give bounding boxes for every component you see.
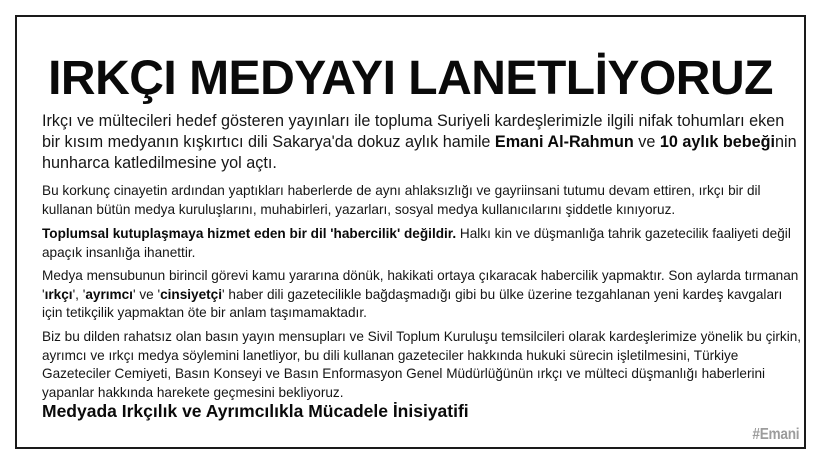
paragraph-text: Irkçı ve mültecileri hedef gösteren yayınları ile topluma Suriyeli kardeşlerimizle ilgili nifak tohumları eken bir kısım medyanın kışkırtıcı dili Sakarya'da dokuz aylık hamile <box>42 112 785 151</box>
statement-frame <box>15 15 806 449</box>
paragraph-text: nin hunharca katledilmesine yol açtı. <box>42 133 797 172</box>
paragraph-text: Medya mensubunun birincil görevi kamu yararına dönük, hakikati ortaya çıkaracak habercilik yapmaktır. Son aylarda tırmanan ' <box>42 268 799 302</box>
paragraph-text: Halkı kin ve düşmanlığa tahrik gazetecilik faaliyeti değil apaçık insanlığa ihanettir. <box>42 226 791 260</box>
headline: IRKÇI MEDYAYI LANETLİYORUZ <box>48 52 773 105</box>
paragraph-text: Biz bu dilden rahatsız olan basın yayın mensupları ve Sivil Toplum Kuruluşu temsilcileri olarak kardeşlerimize yönelik bu çirkin, ayrımcı ve ırkçı medya söylemini lanetliyor, bu dili kullanan gazeteciler hakkında hukuki sürecin işletilmesini, Türkiye Gazeteciler Cemiyeti, Basın Konseyi ve Basın Enformasyon Genel Müdürlüğünün ırkçı ve mülteci düşmanlığı haberlerini yapanlar hakkında harekete geçmesini bekliyoruz. <box>42 329 802 400</box>
paragraph-emphasis: Toplumsal kutuplaşmaya hizmet eden bir dil 'habercilik' değildir. <box>42 226 457 241</box>
hashtag-tag: #Emani <box>752 426 799 443</box>
paragraph-media-duty <box>42 267 802 323</box>
paragraph-text: ' haber dili gazetecilikle bağdaşmadığı gibi bu ülke üzerine tezgahlanan yeni kardeş kavgaları için tetikçilik yapmaktan öte bir anlam taşımamaktadır. <box>42 286 783 321</box>
paragraph-intro <box>42 111 802 174</box>
victim-name: Emani Al-Rahmun <box>494 133 634 151</box>
term-discriminatory: ayrımcı <box>85 286 133 302</box>
paragraph-text: ', ' <box>72 286 86 302</box>
paragraph-condemnation <box>42 182 802 219</box>
paragraph-text: ve <box>633 133 660 151</box>
paragraph-demands <box>42 328 802 402</box>
victim-baby: 10 aylık bebeği <box>659 133 775 151</box>
term-sexist: cinsiyetçi <box>160 286 223 302</box>
paragraph-polarization <box>42 225 802 262</box>
signature: Medyada Irkçılık ve Ayrımcılıkla Mücadele İnisiyatifi <box>42 401 469 421</box>
paragraph-text: ' ve ' <box>132 286 161 302</box>
term-racist: ırkçı <box>44 286 73 302</box>
paragraph-text: Bu korkunç cinayetin ardından yaptıkları haberlerde de aynı ahlaksızlığı ve gayriinsani tutumu devam ettiren, ırkçı bir dil kullanan bütün medya kuruluşlarını, muhabirleri, yazarları, sosyal medya kullanıcılarını şiddetle kınıyoruz. <box>42 183 761 217</box>
